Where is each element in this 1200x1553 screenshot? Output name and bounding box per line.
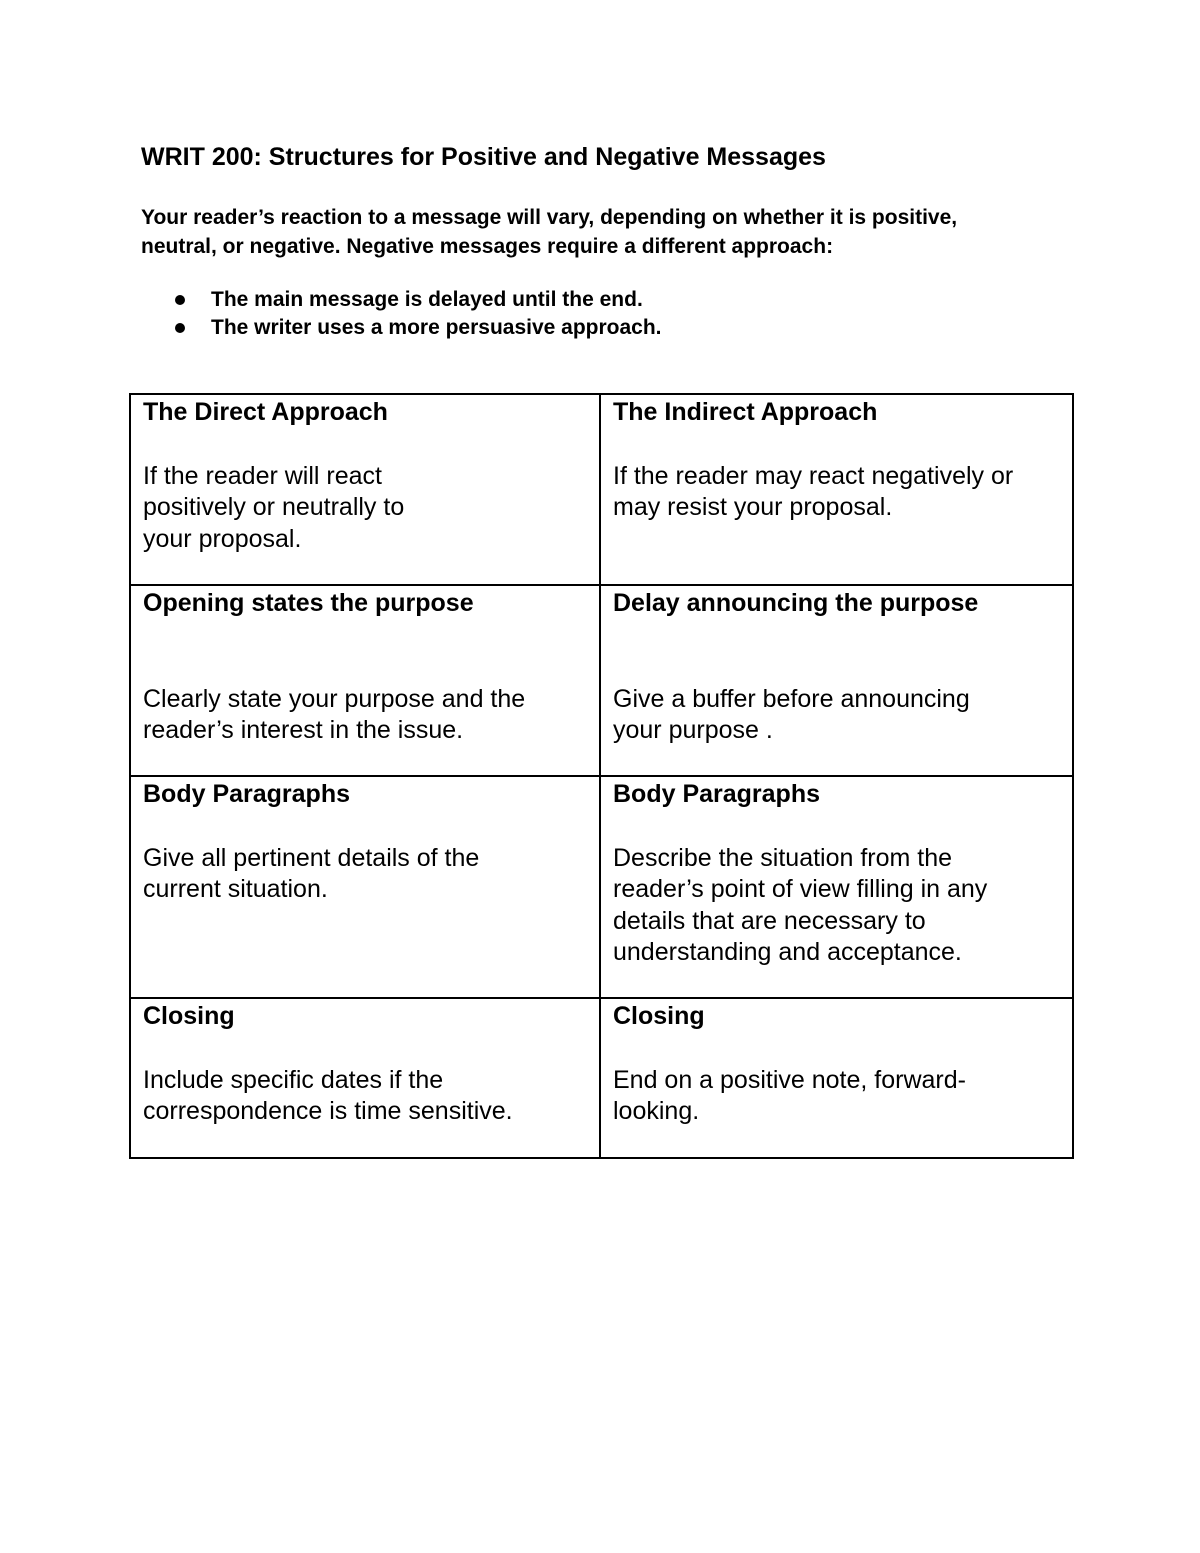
bullet-text: The main message is delayed until the end. bbox=[211, 288, 643, 311]
body-direct-cell bbox=[130, 776, 600, 998]
cell-text: Give a buffer before announcing your purpose . bbox=[613, 684, 970, 744]
cell-heading: Body Paragraphs bbox=[143, 780, 351, 808]
cell-text: End on a positive note, forward-looking. bbox=[613, 1065, 966, 1125]
closing-indirect-cell bbox=[600, 998, 1073, 1158]
opening-direct-cell bbox=[130, 585, 600, 776]
closing-direct-cell bbox=[130, 998, 600, 1158]
bullet-list bbox=[141, 286, 662, 342]
intro-line-2: neutral, or negative. Negative messages require a different approach: bbox=[141, 235, 834, 258]
intro-line-1: Your reader’s reaction to a message will vary, depending on whether it is positive, bbox=[141, 206, 958, 229]
intro-paragraph bbox=[141, 203, 1101, 261]
bullet-item bbox=[141, 314, 662, 342]
table-row bbox=[130, 585, 1073, 776]
table-row bbox=[130, 776, 1073, 998]
cell-heading: Body Paragraphs bbox=[613, 780, 821, 808]
indirect-approach-cell bbox=[600, 394, 1073, 585]
cell-text: Clearly state your purpose and the reader’s interest in the issue. bbox=[143, 684, 526, 744]
bullet-item bbox=[141, 286, 662, 314]
page-title: WRIT 200: Structures for Positive and Negative Messages bbox=[141, 143, 826, 171]
cell-heading: The Indirect Approach bbox=[613, 398, 878, 426]
cell-heading: Closing bbox=[143, 1002, 235, 1030]
cell-heading: Opening states the purpose bbox=[143, 589, 474, 617]
cell-text: If the reader will react positively or neutrally to your proposal. bbox=[143, 461, 405, 553]
approach-comparison-table bbox=[129, 393, 1074, 1159]
bullet-text: The writer uses a more persuasive approach. bbox=[211, 316, 662, 339]
cell-text: If the reader may react negatively or may resist your proposal. bbox=[613, 461, 1014, 521]
direct-approach-cell bbox=[130, 394, 600, 585]
cell-text: Give all pertinent details of the current situation. bbox=[143, 843, 480, 903]
cell-heading: Closing bbox=[613, 1002, 705, 1030]
cell-text: Include specific dates if the correspondence is time sensitive. bbox=[143, 1065, 513, 1125]
table-row bbox=[130, 394, 1073, 585]
cell-heading: Delay announcing the purpose bbox=[613, 589, 979, 617]
opening-indirect-cell bbox=[600, 585, 1073, 776]
bullet-icon bbox=[175, 295, 185, 305]
body-indirect-cell bbox=[600, 776, 1073, 998]
cell-text: Describe the situation from the reader’s point of view filling in any details that are necessary to understanding and acceptance. bbox=[613, 843, 988, 966]
table-row bbox=[130, 998, 1073, 1158]
bullet-icon bbox=[175, 323, 185, 333]
cell-heading: The Direct Approach bbox=[143, 398, 388, 426]
